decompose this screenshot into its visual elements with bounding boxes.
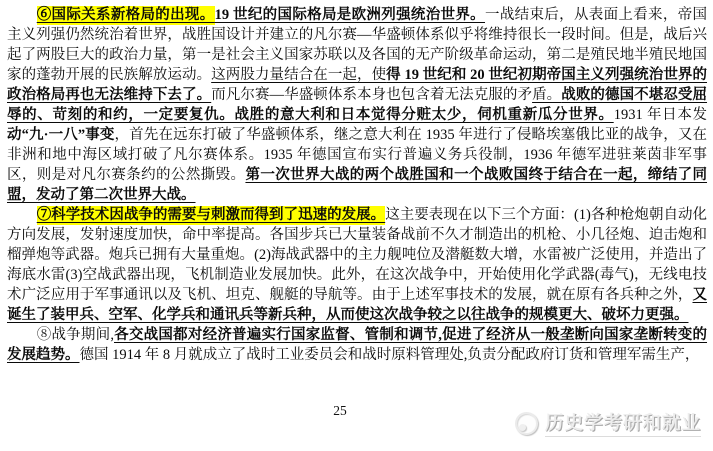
- text-segment: 德国 1914 年 8 月就成立了战时工业委员会和战时原料管理处,负责分配政府订货和管理军需生产，: [79, 347, 700, 363]
- watermark: [515, 409, 701, 437]
- text-segment: 战败的德国不堪忍受屈辱的、苛刻的和约，一定要复仇。战胜的意大利和日本觉得分赃太少，伺机重新瓜分世界。: [7, 87, 708, 123]
- text-segment: 一战结束后，从表面上看来，帝国主义列强仍然统治着世界，战胜国设计并建立的凡尔赛—华盛顿体系似乎将维持很长一段时间。但是，战后兴起了两股巨大的政治力量，第一是社会主义国家苏联以及各国的无产阶级革命运动，第二是殖民地半殖民地国家的蓬勃开展的民族解放运动。: [7, 7, 708, 83]
- text-segment: 这主要表现在以下三个方面：(1)各种枪炮朝自动化方向发展，发射速度加快，命中率提高。各国步兵已大量装备战前不久才制造出的机枪、小几径炮、迫击炮和榴弹炮等武器。炮兵已拥有大量重炮。(2)海战武器中的主力舰吨位及潜艇数大增，水雷被广泛使用，并造出了海底水雷(3)空战武器出现，飞机制造业发展加快。此外，在这次战争中，开始使用化学武器(毒气)，无线电技术广泛应用于军事通讯以及飞机、坦克、舰艇的导航等。由于上述军事技术的发展，就在原有各兵种之外，: [7, 207, 708, 303]
- text-segment: ⑦科学技术因战争的需要与刺激而得到了迅速的发展。: [36, 207, 386, 223]
- text-segment: 而凡尔赛—华盛顿体系本身也包含着无法克服的矛: [211, 87, 533, 103]
- document-body: [7, 5, 707, 365]
- text-segment: 第一次世界大战的两个战胜国和一个战败国终于结合在一起，缔结了同盟，发动了第二次世界大战。: [7, 167, 708, 203]
- text-segment: 各交战国都对经济普遍实行国家监督、管制和调节,促进了经济从一般垄断向国家垄断转变的发展趋势。: [7, 327, 708, 363]
- text-segment: 19 世纪的国际格局是欧洲列强统治世界。: [214, 7, 486, 23]
- text-segment: 盾。: [532, 87, 562, 103]
- text-segment: ⑥国际关系新格局的出现。: [36, 7, 215, 23]
- page-number: 25: [333, 403, 347, 418]
- text-segment: 1931 年日本发: [613, 107, 707, 123]
- paragraph: [7, 325, 707, 365]
- camera-logo-icon: [515, 412, 538, 435]
- watermark-label: 历史学考研和就业: [545, 409, 701, 437]
- text-segment: ，首先在远东打破了华盛顿体系，继之意大利在 1935 年进行了侵略埃塞俄比亚的战争，又在非洲和地中海区域打破了凡尔赛体系。1935 年德国宣布实行普遍义务兵役制，1936 年德军进驻莱茵非军事区，则是对凡尔赛条约的公然撕毁。: [7, 127, 707, 183]
- paragraph: [7, 5, 707, 205]
- paragraph: [7, 205, 707, 325]
- text-segment: 这两股力量结合在一起，使: [211, 67, 387, 83]
- text-segment: 动“九·一八”事变: [7, 127, 115, 143]
- text-segment: 得 19 世纪和 20 世纪初期帝国主义列强统治世界的政治格局再也无法维持下去了。: [7, 67, 708, 103]
- text-segment: 又诞生了装甲兵、空军、化学兵和通讯兵等新兵种，从而使这次战争较之以往战争的规模更大、破坏力更强。: [7, 287, 707, 323]
- text-segment: ⑧战争期间,: [36, 327, 114, 343]
